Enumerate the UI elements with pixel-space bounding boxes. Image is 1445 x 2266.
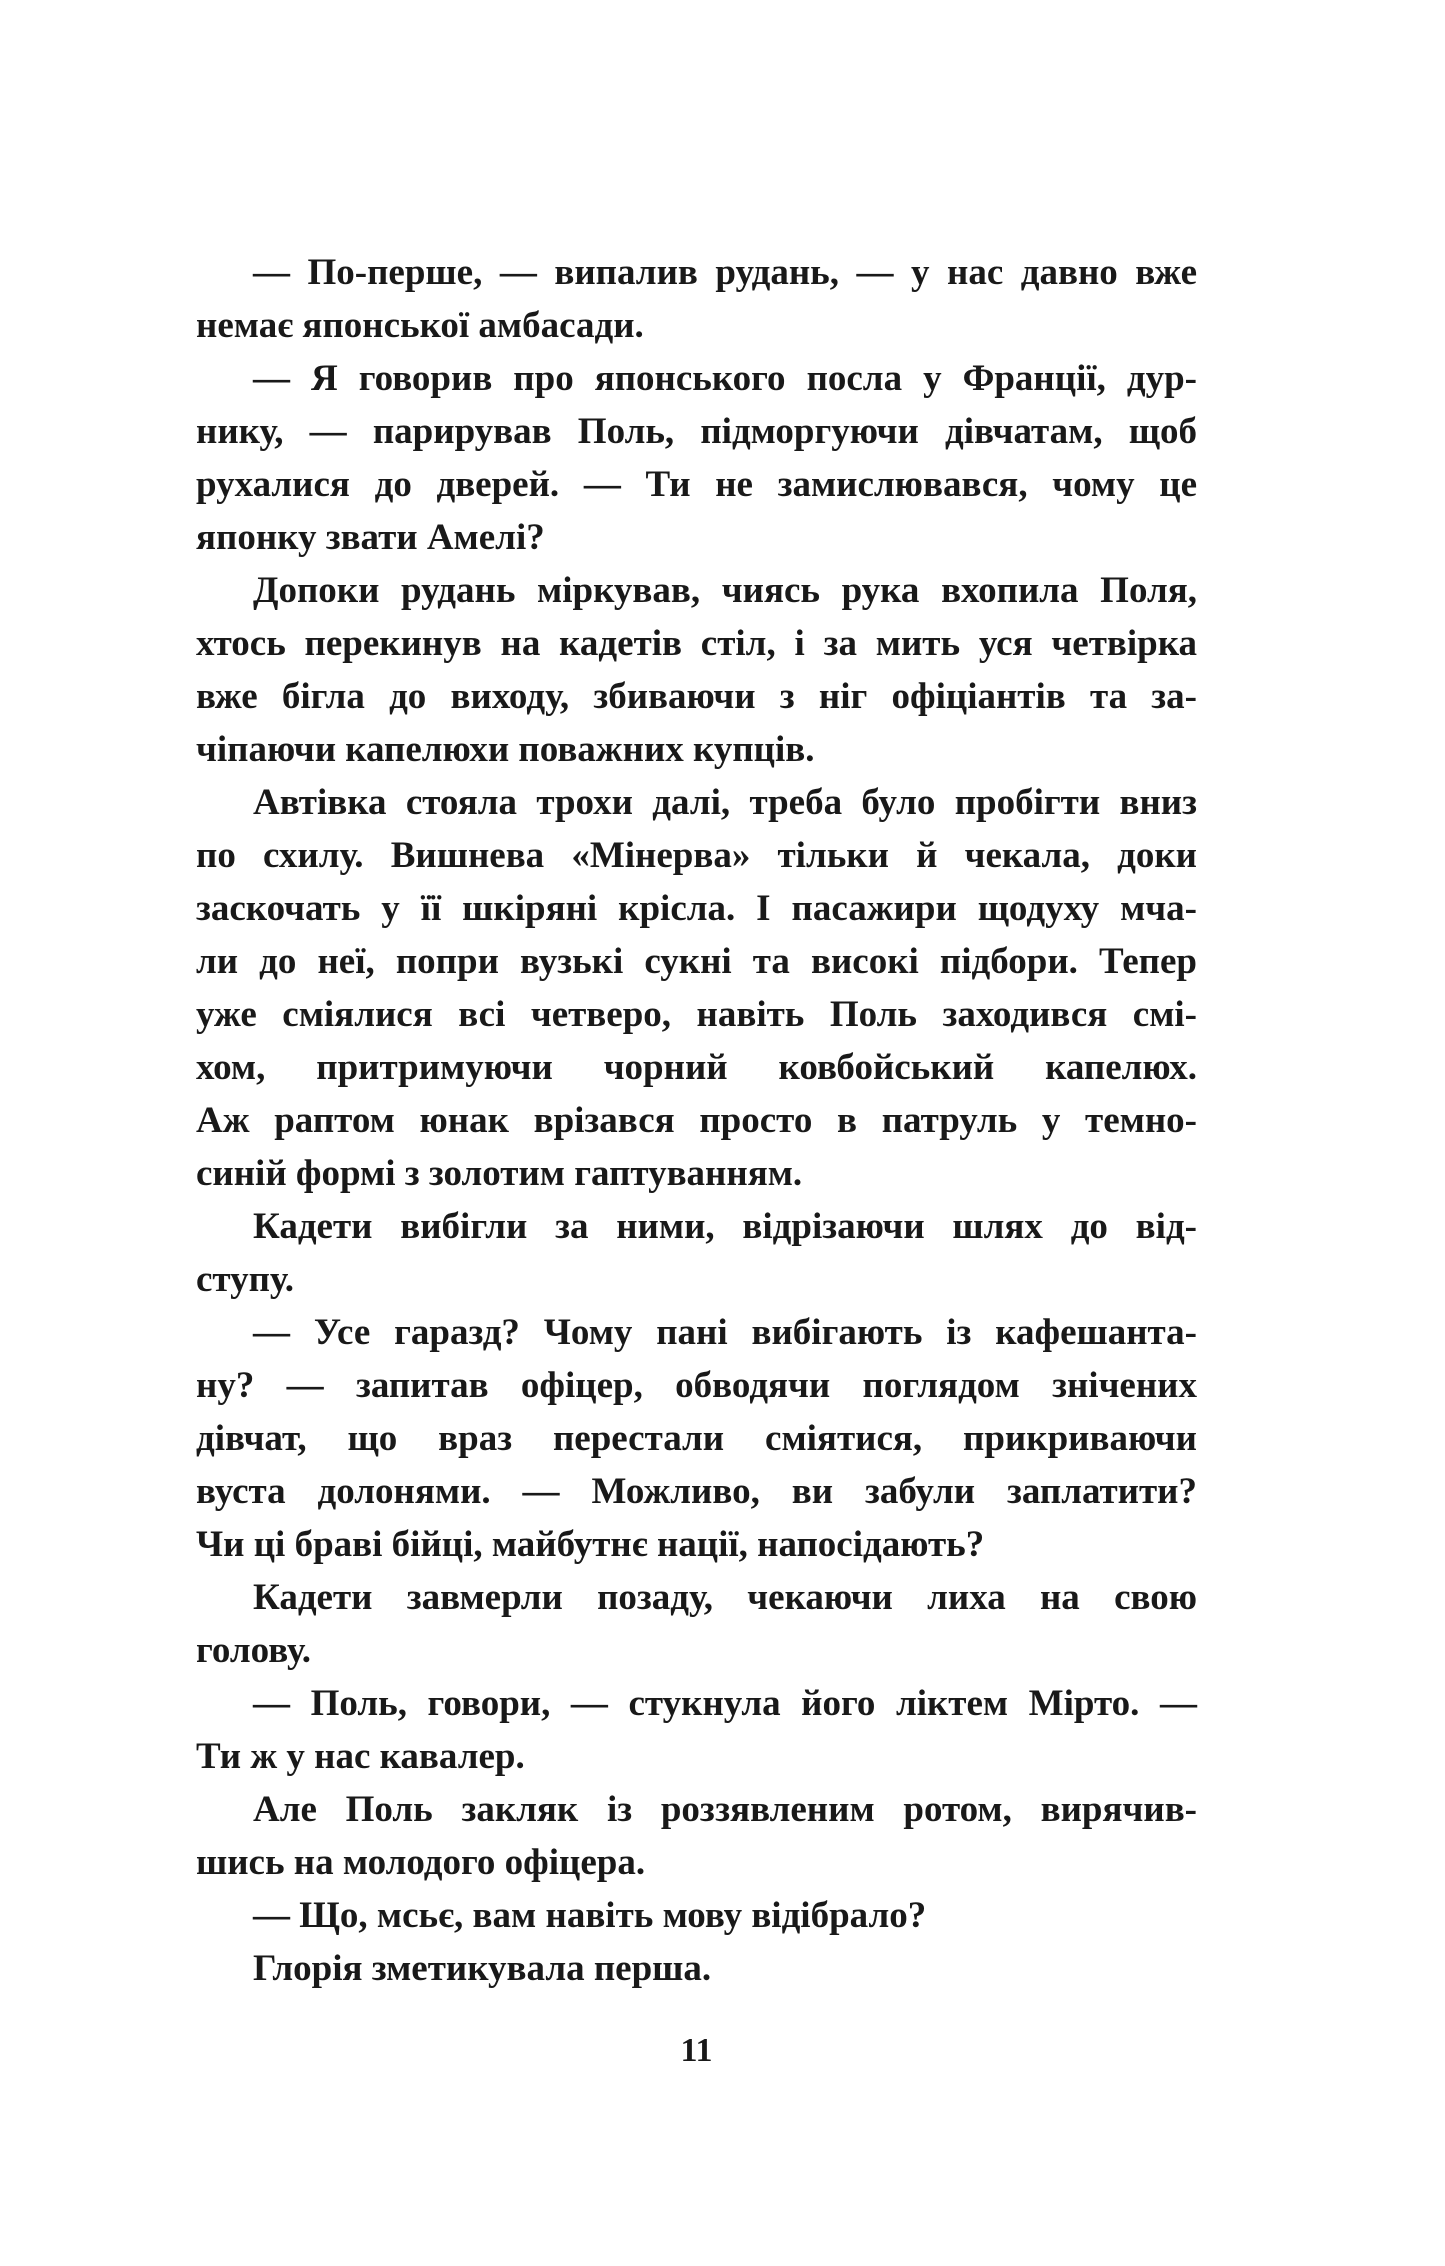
- text-line: Але Поль закляк із роззявленим ротом, вирячив-: [253, 1789, 1197, 1830]
- text-line: Кадети завмерли позаду, чекаючи лиха на свою: [253, 1577, 1197, 1618]
- text-line: Аж раптом юнак врізався просто в патруль у темно-: [196, 1100, 1197, 1141]
- text-line: ли до неї, попри вузькі сукні та високі підбори. Тепер: [196, 941, 1197, 982]
- paragraph: [196, 352, 1197, 564]
- text-line: Ти ж у нас кавалер.: [196, 1736, 525, 1777]
- text-line: хтось перекинув на кадетів стіл, і за мить уся четвірка: [196, 623, 1197, 664]
- text-line: по схилу. Вишнева «Мінерва» тільки й чекала, доки: [196, 835, 1197, 876]
- text-line: Автівка стояла трохи далі, треба було пробігти вниз: [253, 782, 1197, 823]
- text-line: заскочать у її шкіряні крісла. І пасажири щодуху мча-: [196, 888, 1197, 929]
- text-line: дівчат, що враз перестали сміятися, прикриваючи: [196, 1418, 1197, 1459]
- text-line: вуста долонями. — Можливо, ви забули заплатити?: [196, 1471, 1197, 1512]
- text-line: рухалися до дверей. — Ти не замислювався, чому це: [196, 464, 1197, 505]
- text-line: уже сміялися всі четверо, навіть Поль заходився смі-: [196, 994, 1197, 1035]
- text-line: Кадети вибігли за ними, відрізаючи шлях до від-: [253, 1206, 1197, 1247]
- text-line: шись на молодого офіцера.: [196, 1842, 646, 1883]
- text-line: чіпаючи капелюхи поважних купців.: [196, 729, 815, 770]
- text-line: вже бігла до виходу, збиваючи з ніг офіціантів та за-: [196, 676, 1197, 717]
- text-line: — Що, мсьє, вам навіть мову відібрало?: [253, 1895, 927, 1936]
- text-line: Глорія зметикувала перша.: [253, 1948, 712, 1989]
- paragraph: [196, 1677, 1197, 1783]
- text-line: синій формі з золотим гаптуванням.: [196, 1153, 803, 1194]
- text-line: голову.: [196, 1630, 311, 1671]
- text-line: — По-перше, — випалив рудань, — у нас давно вже: [253, 252, 1197, 293]
- text-line: японку звати Амелі?: [196, 517, 545, 558]
- text-line: немає японської амбасади.: [196, 305, 644, 346]
- paragraph: [196, 1783, 1197, 1889]
- paragraph: [196, 1200, 1197, 1306]
- text-line: — Я говорив про японського посла у Франції, дур-: [253, 358, 1197, 399]
- paragraph: [196, 246, 1197, 352]
- text-line: — Поль, говори, — стукнула його ліктем Мірто. —: [253, 1683, 1197, 1724]
- body-text: [196, 246, 1197, 1995]
- text-line: Допоки рудань міркував, чиясь рука вхопила Поля,: [253, 570, 1197, 611]
- paragraph: [196, 1889, 1197, 1942]
- text-line: — Усе гаразд? Чому пані вибігають із кафешанта-: [253, 1312, 1197, 1353]
- paragraph: [196, 1942, 1197, 1995]
- paragraph: [196, 1571, 1197, 1677]
- text-line: нику, — парирував Поль, підморгуючи дівчатам, щоб: [196, 411, 1197, 452]
- text-line: хом, притримуючи чорний ковбойський капелюх.: [196, 1047, 1197, 1088]
- paragraph: [196, 1306, 1197, 1571]
- text-line: ступу.: [196, 1259, 294, 1300]
- page-number: 11: [680, 2032, 713, 2069]
- paragraph: [196, 776, 1197, 1200]
- text-line: Чи ці браві бійці, майбутнє нації, напосідають?: [196, 1524, 985, 1565]
- text-line: ну? — запитав офіцер, обводячи поглядом знічених: [196, 1365, 1197, 1406]
- paragraph: [196, 564, 1197, 776]
